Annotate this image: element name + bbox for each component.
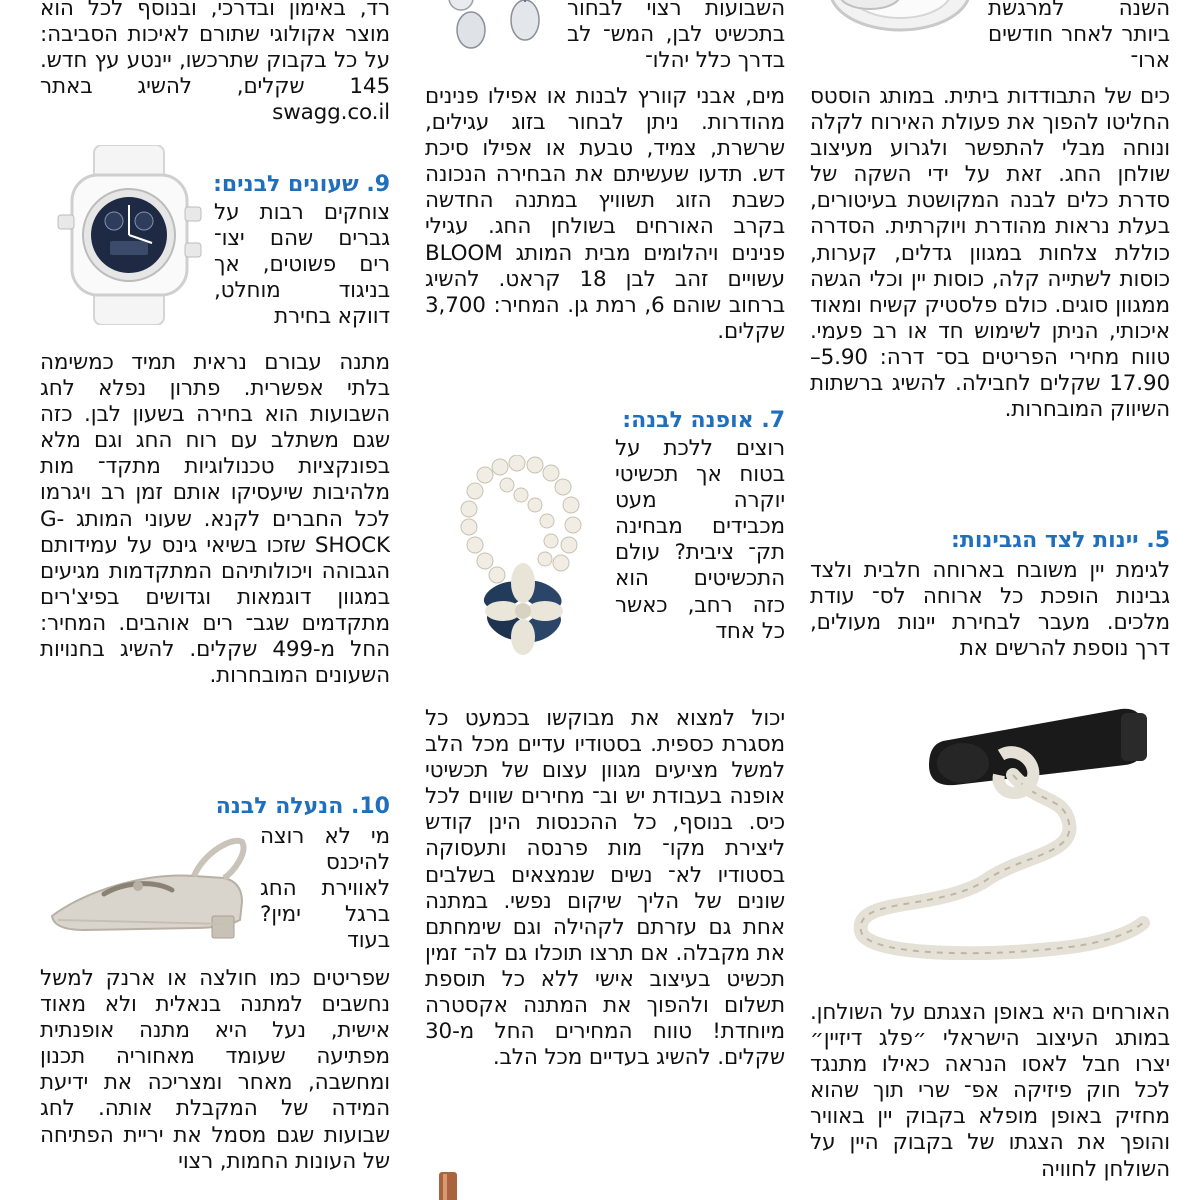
- serving-set-image: [810, 0, 970, 40]
- gift5-body-start: לגימת יין משובח בארוחה חלבית ולצד גבינות הופכת כל ארוחה לס־ עודת מלכים. מעבר לבחירת יינות מעולים, דרך נוספת להרשים את: [810, 558, 1170, 662]
- column-left: [40, 0, 390, 1200]
- gift9-body: מתנה עבורם נראית תמיד כמשימה בלתי אפשרית. פתרון נפלא לחג השבועות הוא בחירה בשעון לבן. כזה שגם משתלב עם רוח החג וגם מלא בפונקציות טכנולוגיות מתקד־ מות מלהיבות שיעסיקו אותם זמן רב ויגרמו לכל החברים לקנא. שעוני המותג G-SHOCK שזכו בשיאי גינס על עמידותם הגבוהה ויכולותיהם המתקדמות מגיעים במגוון דוגמאות וגדושים בפיצ'רים מתקדמים שגב־ רים אוהבים. המחיר: החל מ-499 שקלים. להשיג בחנויות השעונים המובחרות.: [40, 350, 390, 689]
- gift5-heading: 5. יינות לצד הגבינות:: [951, 528, 1170, 553]
- gift8-body-end: רד, באימון ובדרכי, ובנוסף לכל הוא מוצר אקולוגי שתורם לאיכות הסביבה: על כל בקבוק שתרכשו, יינטע עץ חדש. 145 שקלים, להשיג באתר swagg.co.il: [40, 0, 390, 126]
- gift4-intro: השנה למרגשת ביותר לאחר חודשים ארו־: [988, 0, 1170, 74]
- gift6-body: מים, אבני קוורץ לבנות או אפילו פנינים מהודרות. ניתן לבחור בזוג עגילים, שרשרת, צמיד, טבעת או אפילו סיכת דש. תדעו שעשיתם את הבחירה הנכונה כשבת הזוג תשוויץ במתנה החדשה בקרב האורחים בשולחן החג. עגילי פנינים ויהלומים מבית המותג BLOOM עשויים זהב לבן 18 קראט. להשיג ברחוב שוהם 6, רמת גן. המחיר: 3,700 שקלים.: [425, 84, 785, 344]
- gift10-body: שפריטים כמו חולצה או ארנק למשל נחשבים למתנה בנאלית ולא מאוד אישית, נעל היא מתנה אופנתית מפתיעה שעומד מאחוריה תכנון ומחשבה, מאחר ומצריכה את ידיעת המידה של המקבלת אותה. לחג שבועות שגם מסמל את יריית הפתיחה של העונות החמות, רצוי: [40, 966, 390, 1174]
- wine-holder-image: [825, 705, 1155, 960]
- gift7-heading: 7. אופנה לבנה:: [622, 408, 785, 433]
- gift4-body: כים של התבודדות ביתית. במותג הוסטס החליטו להפוך את פעולת האירוח לקלה ונוחה מבלי להתפשר ולגרוע מעיצוב שולחן החג. זאת על ידי השקה של סדרת כלים לבנה המקושטת בעיטורים, בעלת נראות מהודרת ויוקרתית. הסדרה כוללת צלחות במגוון גדלים, קערות, כוסות לשתייה קלה, כוסות יין וכלי הגשה ממגוון סוגים. כולם פלסטיק קשיח ומאוד איכותי, הניתן לשימוש חד או רב פעמי. טווח מחירי הפריטים בס־ דרה: 5.90–17.90 שקלים לחבילה. להשיג ברשתות השיווק המובחרות.: [810, 84, 1170, 423]
- watch-image: [52, 145, 207, 325]
- column-right: [810, 0, 1170, 1200]
- pearl-necklace-image: [455, 455, 605, 655]
- gift9-intro: צוחקים רבות על גברים שהם יצו־ רים פשוטים, אך בניגוד מוחלט, דווקא בחירת: [214, 200, 390, 330]
- column-middle: [425, 0, 785, 1200]
- gift9-heading: 9. שעונים לבנים:: [213, 172, 390, 197]
- gift10-intro: מי לא רוצה להיכנס לאווירת החג ברגל ימין? בעוד: [260, 824, 390, 954]
- gift6-intro: השבועות רצוי לבחור בתכשיט לבן, המש־ לב בדרך כלל יהלו־: [567, 0, 785, 74]
- pearl-earrings-image: [435, 0, 565, 50]
- gift5-body-end: האורחים היא באופן הצגתם על השולחן. במותג העיצוב הישראלי ״פלג דיזיין״ יצרו חבל לאסו הנראה כאילו מתנגד לכל חוק פיזיקה אפ־ שרי תוך שהוא מחזיק באופן מופלא בקבוק יין באוויר והופך את הצגתו של בקבוק היין על השולחן לחוויה: [810, 1000, 1170, 1182]
- gift10-heading: 10. הנעלה לבנה: [215, 794, 390, 819]
- copper-bottle-image: [437, 1168, 459, 1200]
- shoe-image: [44, 832, 249, 942]
- gift7-body: יכול למצוא את מבוקשו בכמעט כל מסגרת כספית. בסטודיו עדיים מכל הלב למשל מציעים מגוון עצום של תכשיטי אופנה בעבודת יש וב־ מחירים שווים לכל כיס. בנוסף, כל ההכנסות הינן קודש ליצירת מקו־ מות פרנסה ותעסוקה בסטודיו לא־ נשים שנמצאים בשלבים שונים של הליך שיקום נפשי. במתנה אחת גם עזרתם לקהילה וגם שימחתם את מקבלה. אם תרצו תוכלו גם לה־ זמין תכשיט בעיצוב אישי ללא כל תוספת תשלום ולהפוך את המתנה אקסטרה מיוחדת! טווח המחירים החל מ-30 שקלים. להשיג בעדיים מכל הלב.: [425, 706, 785, 1071]
- gift7-intro: רוצים ללכת על בטוח אך תכשיטי יוקרה מעט מכבידים מבחינה תק־ ציבית? עולם התכשיטים הוא כזה רחב, כאשר כל אחד: [615, 436, 785, 644]
